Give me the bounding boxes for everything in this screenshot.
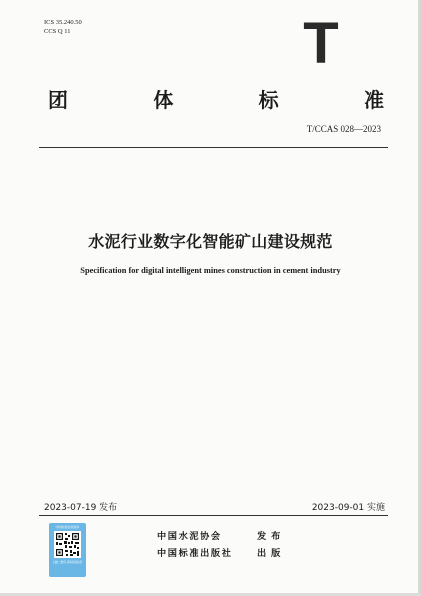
title-chinese: 水泥行业数字化智能矿山建设规范 — [88, 232, 333, 251]
org-char: 体 — [153, 87, 174, 112]
qr-code-icon — [54, 531, 81, 558]
implementation-date: 2023-09-01 实施 — [311, 503, 385, 513]
standard-number: T/CCAS 028—2023 — [306, 124, 381, 134]
qr-card-header: 中国标准信息服务 — [55, 525, 80, 529]
publisher-org: 中国标准出版社 — [157, 548, 233, 559]
top-divider — [39, 147, 388, 148]
publisher-action: 出版 — [257, 548, 286, 559]
publisher-action: 发布 — [257, 531, 286, 542]
publisher-org: 中国水泥协会 — [157, 531, 222, 542]
qr-code-card[interactable] — [49, 523, 86, 577]
ics-code: ICS 35.240.50 — [44, 19, 82, 26]
qr-card-footer: 扫描二维码 获取标准信息 — [52, 561, 83, 564]
ccs-code: CCS Q 11 — [44, 28, 71, 35]
classification-codes — [44, 18, 82, 36]
issue-date: 2023-07-19 发布 — [44, 503, 118, 513]
standard-category-letter: T — [303, 20, 339, 67]
title-english: Specification for digital intelligent mines construction in cement industry — [80, 266, 341, 275]
date-row — [44, 500, 385, 513]
bottom-divider — [39, 515, 388, 516]
org-char: 团 — [48, 87, 68, 112]
standard-type-title — [48, 86, 384, 110]
org-char: 准 — [363, 87, 384, 112]
org-char: 标 — [258, 87, 279, 112]
